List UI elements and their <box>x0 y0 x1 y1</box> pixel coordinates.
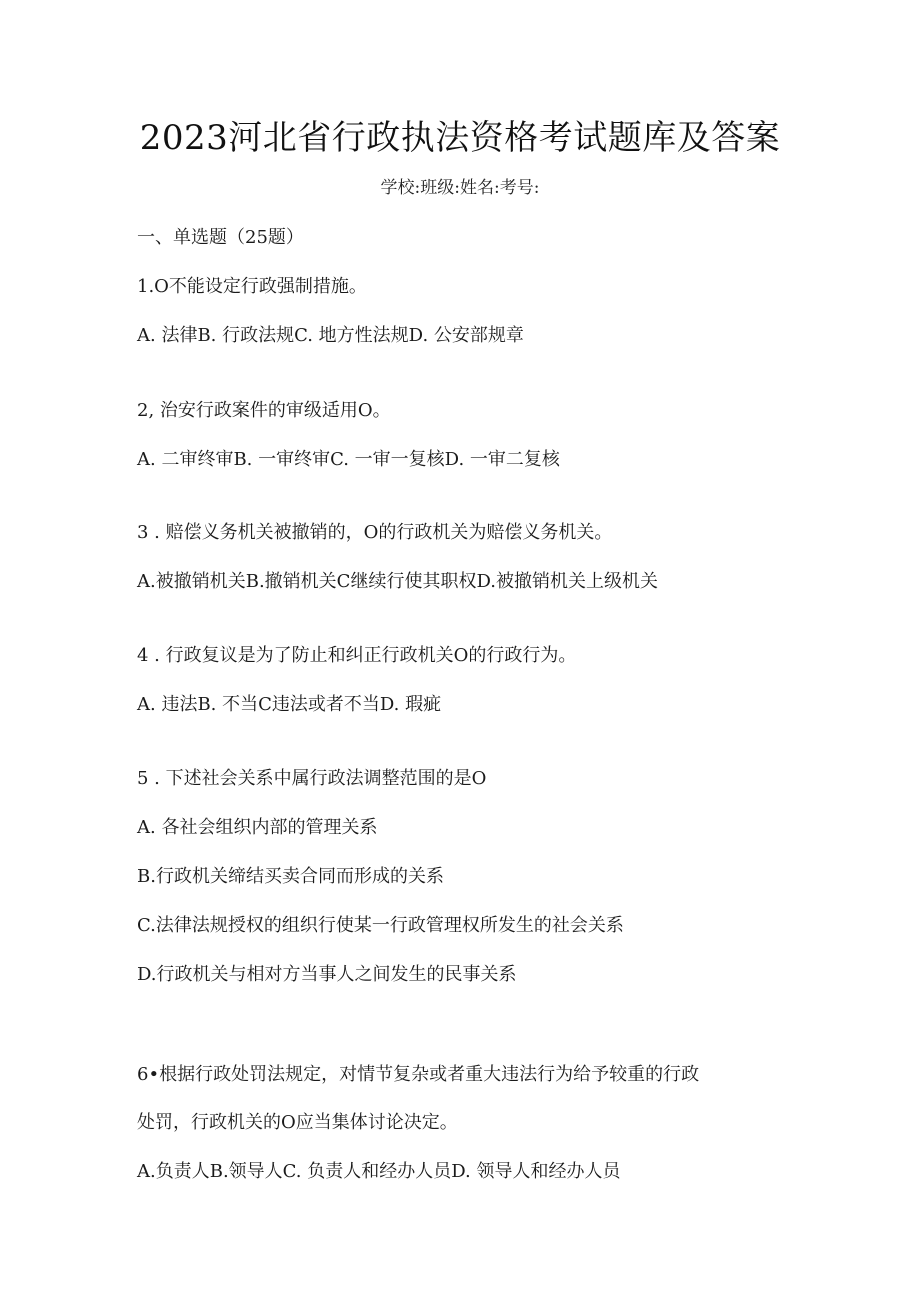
question-2-options: A. 二审终审B. 一审终审C. 一审一复核D. 一审二复核 <box>137 449 560 470</box>
question-5-option-c: C.法律法规授权的组织行使某一行政管理权所发生的社会关系 <box>137 915 624 936</box>
question-5-stem: 5 . 下述社会关系中属行政法调整范围的是O <box>137 768 487 789</box>
question-5-option-d: D.行政机关与相对方当事人之间发生的民事关系 <box>137 964 517 985</box>
question-1-stem: 1.O不能设定行政强制措施。 <box>137 276 367 297</box>
question-2-stem: 2, 治安行政案件的审级适用O。 <box>137 400 391 421</box>
question-6-stem: 6•根据行政处罚法规定，对情节复杂或者重大违法行为给予较重的行政 <box>137 1064 700 1085</box>
question-4-stem: 4 . 行政复议是为了防止和纠正行政机关O的行政行为。 <box>137 645 577 666</box>
question-3-options: A.被撤销机关B.撤销机关C继续行使其职权D.被撤销机关上级机关 <box>137 571 658 592</box>
document-title: 2023河北省行政执法资格考试题库及答案 <box>139 118 781 158</box>
question-3-stem: 3 . 赔偿义务机关被撤销的，O的行政机关为赔偿义务机关。 <box>137 522 613 543</box>
document-subtitle: 学校:班级:姓名:考号: <box>380 178 540 198</box>
question-5-option-a: A. 各社会组织内部的管理关系 <box>137 817 378 838</box>
section-heading: 一、单选题（25题） <box>137 227 304 248</box>
question-5-option-b: B.行政机关缔结买卖合同而形成的关系 <box>137 866 444 887</box>
question-6-options: A.负责人B.领导人C. 负责人和经办人员D. 领导人和经办人员 <box>137 1161 621 1182</box>
question-1-options: A. 法律B. 行政法规C. 地方性法规D. 公安部规章 <box>137 325 524 346</box>
question-6-stem-continued: 处罚，行政机关的O应当集体讨论决定。 <box>137 1112 458 1133</box>
question-4-options: A. 违法B. 不当C违法或者不当D. 瑕疵 <box>137 694 442 715</box>
